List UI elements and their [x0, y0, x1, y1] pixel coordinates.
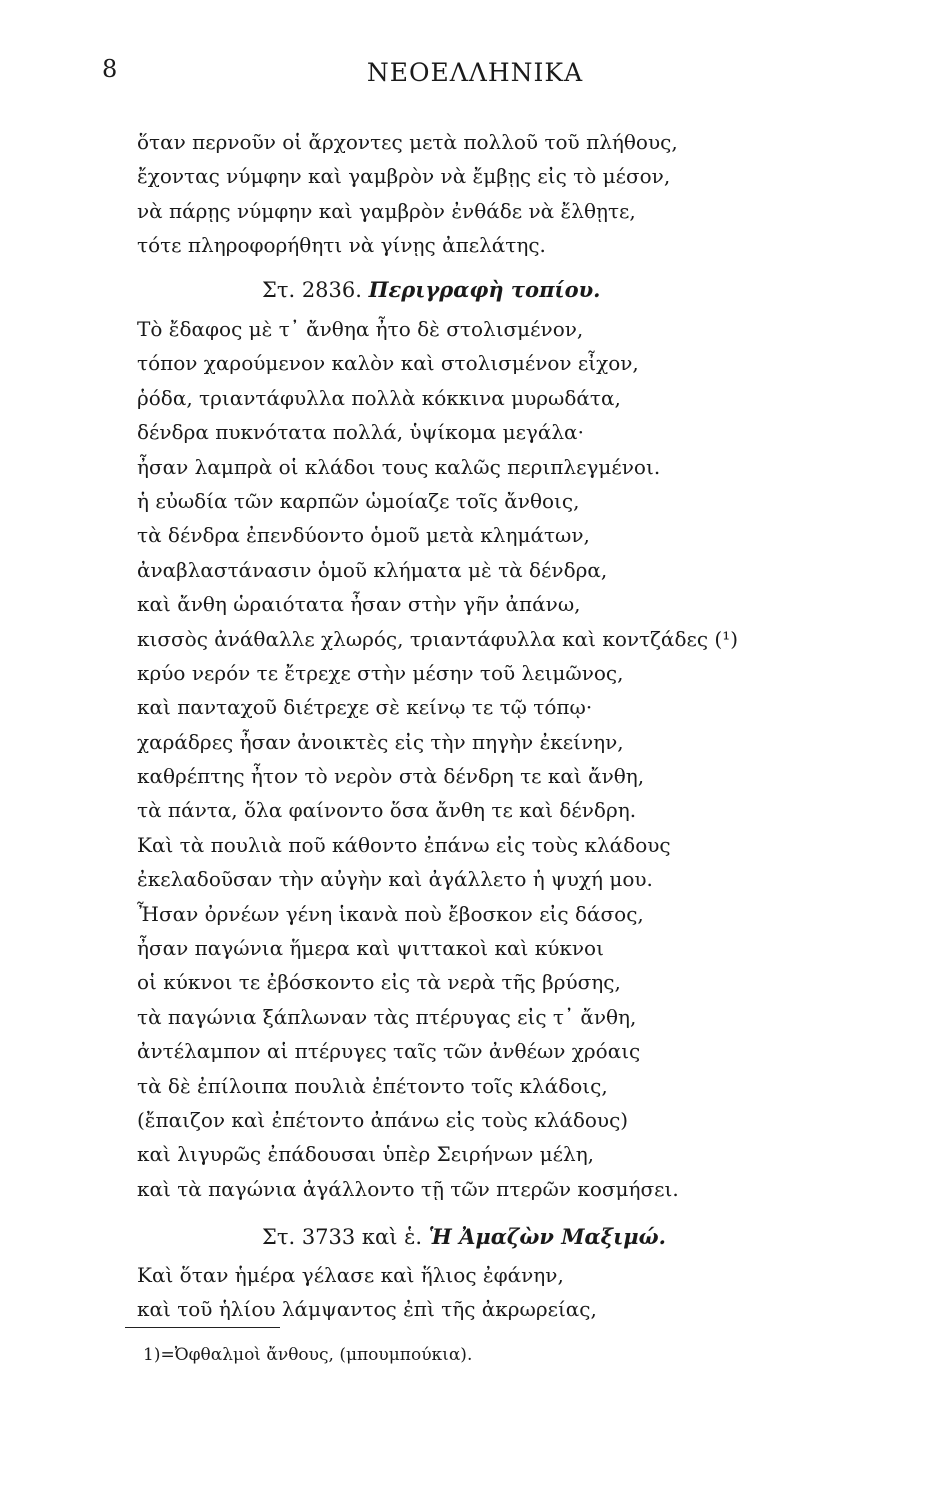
- verse-line: ἡ εὐωδία τῶν καρπῶν ὡμοίαζε τοῖς ἄνθοις,: [137, 488, 580, 513]
- page-number: 8: [102, 55, 118, 83]
- verse-line: καὶ τὰ παγώνια ἀγάλλοντο τῇ τῶν πτερῶν κοσμήσει.: [137, 1176, 679, 1201]
- verse-block-2: [137, 312, 777, 1206]
- verse-line: τὰ παγώνια ξάπλωναν τὰς πτέρυγας εἰς τ᾽ ἄνθη,: [137, 1004, 637, 1029]
- section-title: Ἡ Ἀμαζὼν Μαξιμώ.: [428, 1224, 666, 1249]
- verse-block-1: [137, 125, 777, 263]
- verse-line: δένδρα πυκνότατα πολλά, ὑψίκομα μεγάλα·: [137, 420, 584, 445]
- verse-line: ἀναβλαστάνασιν ὁμοῦ κλήματα μὲ τὰ δένδρα,: [137, 557, 608, 582]
- verse-line: Ἦσαν ὀρνέων γένη ἱκανὰ ποὺ ἔβοσκον εἰς δάσος,: [137, 901, 644, 926]
- verse-line: καὶ τοῦ ἡλίου λάμψαντος ἐπὶ τῆς ἀκρωρείας,: [137, 1297, 597, 1322]
- verse-line: ἦσαν λαμπρὰ οἱ κλάδοι τους καλῶς περιπλεγμένοι.: [137, 454, 661, 479]
- verse-line: Καὶ ὅταν ἡμέρα γέλασε καὶ ἥλιος ἐφάνην,: [137, 1263, 564, 1287]
- verse-line: Καὶ τὰ πουλιὰ ποῦ κάθοντο ἐπάνω εἰς τοὺς κλάδους: [137, 832, 671, 857]
- verse-line: νὰ πάρῃς νύμφην καὶ γαμβρὸν ἐνθάδε νὰ ἔλθῃτε,: [137, 198, 636, 223]
- verse-line: τότε πληροφορήθητι νὰ γίνῃς ἀπελάτης.: [137, 233, 546, 258]
- section-heading-landscape: [262, 275, 601, 305]
- verse-line: καὶ ἄνθη ὡραιότατα ἦσαν στὴν γῆν ἀπάνω,: [137, 592, 581, 617]
- section-title: Περιγραφὴ τοπίου.: [368, 277, 601, 302]
- verse-line: τὰ δὲ ἐπίλοιπα πουλιὰ ἐπέτοντο τοῖς κλάδοις,: [137, 1073, 608, 1098]
- footnote: 1)=Ὀφθαλμοὶ ἄνθους, (μπουμπούκια).: [143, 1345, 473, 1365]
- verse-line: ἀντέλαμπον αἱ πτέρυγες ταῖς τῶν ἀνθέων χρόαις: [137, 1039, 641, 1064]
- verse-block-3: [137, 1258, 777, 1327]
- verse-line: τὰ πάντα, ὅλα φαίνοντο ὅσα ἄνθη τε καὶ δένδρη.: [137, 798, 637, 823]
- verse-line: ῥόδα, τριαντάφυλλα πολλὰ κόκκινα μυρωδάτα,: [137, 385, 621, 410]
- verse-line: ἔχοντας νύμφην καὶ γαμβρὸν νὰ ἔμβῃς εἰς τὸ μέσον,: [137, 164, 671, 189]
- verse-line: χαράδρες ἦσαν ἀνοικτὲς εἰς τὴν πηγὴν ἐκείνην,: [137, 729, 624, 754]
- footnote-divider: [125, 1327, 280, 1328]
- section-heading-amazon: [262, 1222, 666, 1252]
- verse-line: κισσὸς ἀνάθαλλε χλωρός, τριαντάφυλλα καὶ κοντζάδες (¹): [137, 626, 739, 651]
- verse-line: ὅταν περνοῦν οἱ ἄρχοντες μετὰ πολλοῦ τοῦ πλήθους,: [137, 130, 678, 154]
- verse-line: ἐκελαδοῦσαν τὴν αὐγὴν καὶ ἀγάλλετο ἡ ψυχή μου.: [137, 867, 653, 892]
- running-title: ΝΕΟΕΛΛΗΝΙΚΑ: [366, 58, 584, 87]
- verse-line: τὰ δένδρα ἐπενδύοντο ὁμοῦ μετὰ κλημάτων,: [137, 523, 590, 548]
- verse-line: οἱ κύκνοι τε ἐβόσκοντο εἰς τὰ νερὰ τῆς βρύσης,: [137, 970, 621, 995]
- verse-line: καὶ πανταχοῦ διέτρεχε σὲ κείνῳ τε τῷ τόπῳ·: [137, 695, 593, 720]
- section-number: Στ. 3733 καὶ ἑ.: [262, 1225, 423, 1249]
- verse-line: κρύο νερόν τε ἔτρεχε στὴν μέσην τοῦ λειμῶνος,: [137, 660, 624, 685]
- verse-line: καθρέπτης ἦτον τὸ νερὸν στὰ δένδρη τε καὶ ἄνθη,: [137, 764, 645, 789]
- verse-line: ἦσαν παγώνια ἥμερα καὶ ψιττακοὶ καὶ κύκνοι: [137, 936, 604, 961]
- section-number: Στ. 2836.: [262, 278, 362, 302]
- verse-line: Τὸ ἔδαφος μὲ τ᾽ ἄνθηα ἦτο δὲ στολισμένον,: [137, 317, 584, 341]
- verse-line: καὶ λιγυρῶς ἐπάδουσαι ὑπὲρ Σειρήνων μέλη,: [137, 1142, 595, 1167]
- verse-line: τόπον χαρούμενον καλὸν καὶ στολισμένον εἶχον,: [137, 351, 639, 376]
- verse-line: (ἔπαιζον καὶ ἐπέτοντο ἀπάνω εἰς τοὺς κλάδους): [137, 1107, 629, 1132]
